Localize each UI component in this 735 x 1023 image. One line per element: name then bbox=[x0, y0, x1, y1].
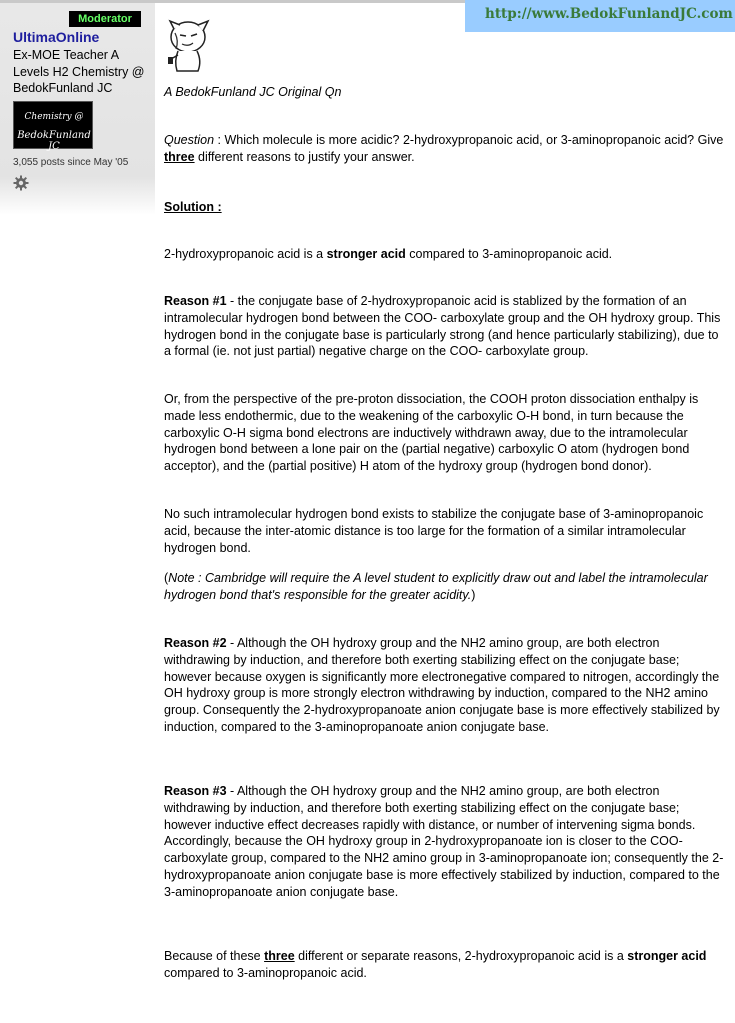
question-paragraph bbox=[164, 132, 724, 166]
avatar-text-line1: Chemistry @ bbox=[24, 112, 84, 122]
question-emphasis: three bbox=[164, 149, 195, 164]
question-label: Question bbox=[164, 133, 215, 147]
user-sidebar bbox=[0, 3, 155, 215]
answer-paragraph bbox=[164, 246, 724, 263]
note-close-paren: ) bbox=[471, 587, 476, 602]
reason1-text: - the conjugate base of 2-hydroxypropanoic acid is stablized by the formation of an intramolecular hydrogen bond between the COO- carboxylate group and the OH hydroxy group. This hydrogen bond in the conjugate base is particularly strong (and hence particularly stabilizing), due to a formal (ie. not just partial) negative charge on the COO- carboxylate group. bbox=[164, 294, 721, 359]
username-link[interactable]: UltimaOnline bbox=[13, 29, 100, 45]
answer-emphasis: stronger acid bbox=[326, 247, 406, 261]
reason2-label: Reason #2 bbox=[164, 636, 227, 650]
site-url-link[interactable]: http://www.BedokFunlandJC.com bbox=[485, 6, 733, 22]
note-paragraph bbox=[164, 570, 724, 604]
mascot-character-icon bbox=[164, 19, 214, 75]
reason1-paragraph-3: No such intramolecular hydrogen bond exists to stabilize the conjugate base of 3-aminopropanoic acid, because the inter-atomic distance is too large for the formation of a similar intramolecular hydrogen bond. bbox=[164, 507, 704, 555]
note-open-paren: ( bbox=[164, 571, 169, 585]
reason2-text: - Although the OH hydroxy group and the NH2 amino group, are both electron withdrawing by induction, and therefore both exerting stabilizing effect on the conjugate base; however because oxygen is significantly more electronegative compared to nitrogen, accordingly the OH hydroxy group is more strongly electron withdrawing by induction, compared to the NH2 amino group. Consequently the 2-hydroxypropanoate anion conjugate base is more effectively stabilized by induction, compared to the 3-aminopropanoate anion conjugate base. bbox=[164, 636, 720, 734]
note-text: Note : Cambridge will require the A level student to explicitly draw out and label the intramolecular hydrogen bond that's responsible for the greater acidity. bbox=[164, 571, 708, 602]
reason3-text: - Although the OH hydroxy group and the NH2 amino group, are both electron withdrawing by induction, and therefore both exerting stabilizing effect on the conjugate base; however inductive effect decreases rapidly with distance, or number of intervening sigma bonds. Accordingly, because the OH hydroxy group in 2-hydroxypropanoate ion is closer to the COO- carboxylate group, compared to the NH2 amino group in 3-aminopropanoate ion; consequently the 2-hydroxypropanoate anion conjugate base is more effectively stabilized by induction, compared to the 3-aminopropanoate anion conjugate base. bbox=[164, 784, 724, 899]
reason3-label: Reason #3 bbox=[164, 784, 227, 798]
reason1-label: Reason #1 bbox=[164, 294, 227, 308]
solution-heading bbox=[164, 199, 724, 216]
reason1-paragraph bbox=[164, 293, 724, 360]
reason1-paragraph-2: Or, from the perspective of the pre-proton dissociation, the COOH proton dissociation enthalpy is made less endothermic, due to the weakening of the carboxylic O-H bond, in turn because the carboxylic O-H sigma bond electrons are inductively withdrawn away, due to the intramolecular hydrogen bond between a lone pair on the (partial negative) carboxylic O atom (hydrogen bond acceptor), and the (partial positive) H atom of the hydroxy group (hydrogen bond donor). bbox=[164, 392, 699, 474]
question-text-end: different reasons to justify your answer. bbox=[194, 149, 415, 164]
reason3-paragraph bbox=[164, 783, 724, 901]
gear-icon[interactable] bbox=[13, 175, 29, 191]
avatar bbox=[13, 101, 93, 152]
reason2-paragraph bbox=[164, 635, 724, 736]
avatar-text-line2: BedokFunland JC bbox=[17, 130, 91, 152]
solution-heading-text: Solution : bbox=[164, 200, 222, 214]
user-title: Ex-MOE Teacher A Levels H2 Chemistry @ BedokFunland JC bbox=[13, 48, 145, 95]
moderator-badge: Moderator bbox=[69, 11, 141, 27]
conclusion-emphasis-three: three bbox=[264, 949, 295, 963]
answer-text: 2-hydroxypropanoic acid is a bbox=[164, 247, 327, 261]
conclusion-text: Because of these bbox=[164, 949, 265, 963]
conclusion-paragraph bbox=[164, 948, 724, 982]
conclusion-text-end: compared to 3-aminopropanoic acid. bbox=[164, 965, 367, 980]
answer-text-end: compared to 3-aminopropanoic acid. bbox=[405, 247, 613, 261]
conclusion-emphasis-stronger: stronger acid bbox=[627, 949, 707, 963]
post-origin: A BedokFunland JC Original Qn bbox=[164, 85, 342, 99]
question-text: : Which molecule is more acidic? 2-hydroxypropanoic acid, or 3-aminopropanoic acid? Give bbox=[214, 133, 724, 147]
conclusion-text-mid: different or separate reasons, 2-hydroxypropanoic acid is a bbox=[294, 949, 628, 963]
site-url-banner[interactable] bbox=[465, 0, 735, 32]
post-count: 3,055 posts since May '05 bbox=[13, 157, 129, 168]
